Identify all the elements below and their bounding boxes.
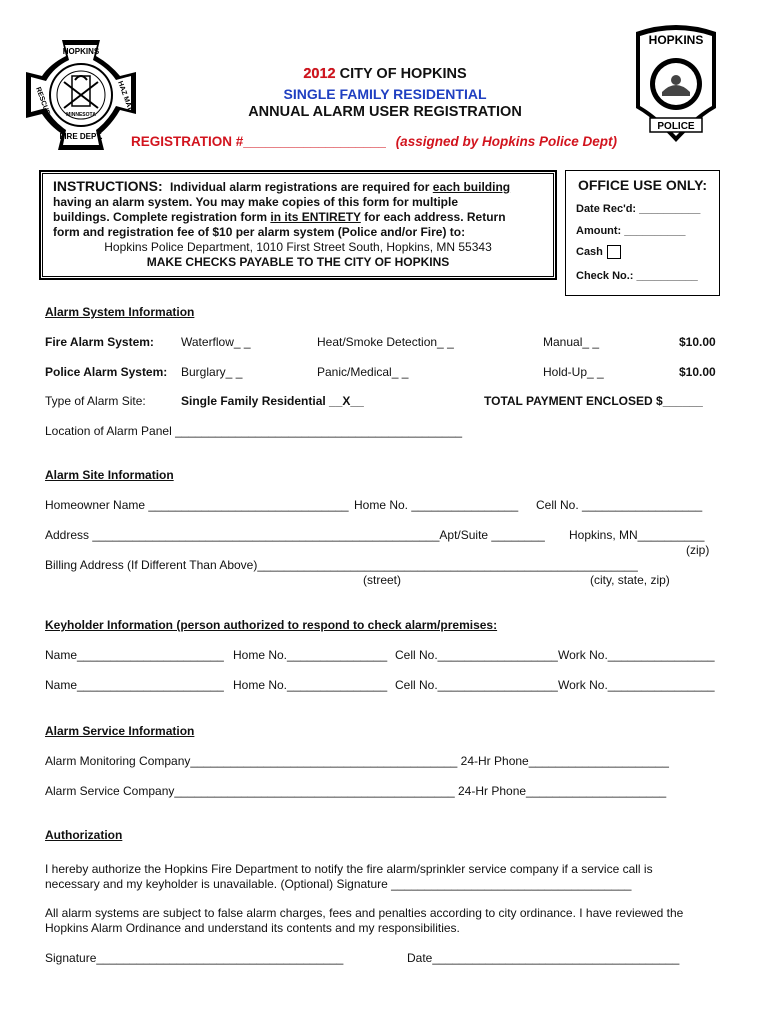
office-use-heading: OFFICE USE ONLY:: [577, 177, 708, 193]
address-field[interactable]: Address ____________________________________________________Apt/Suite ________: [45, 528, 545, 542]
form-title: ANNUAL ALARM USER REGISTRATION: [248, 104, 522, 120]
keyholder-2-cell-field[interactable]: Cell No.__________________: [395, 678, 558, 692]
manual-field[interactable]: Manual_ _: [543, 335, 600, 349]
police-logo-top-text: HOPKINS: [648, 33, 704, 47]
fire-logo-inner-text: MINNESOTA: [66, 112, 96, 118]
registration-number-field[interactable]: REGISTRATION #___________________: [131, 134, 386, 149]
amount-field[interactable]: Amount: __________: [576, 225, 686, 237]
instructions-line1: Individual alarm registrations are required for: [170, 180, 433, 194]
cell-number-field[interactable]: Cell No. __________________: [536, 498, 703, 512]
monitoring-company-field[interactable]: Alarm Monitoring Company________________________________________ 24-Hr Phone_____________________: [45, 754, 669, 768]
police-price: $10.00: [679, 365, 716, 379]
keyholder-heading: Keyholder Information (person authorized to respond to check alarm/premises:: [45, 618, 498, 632]
date-received-field[interactable]: Date Rec'd: __________: [576, 203, 701, 215]
form-subtitle: SINGLE FAMILY RESIDENTIAL: [283, 86, 487, 102]
alarm-system-heading: Alarm System Information: [45, 305, 195, 319]
police-badge-logo: [628, 22, 724, 144]
homeowner-name-field[interactable]: Homeowner Name ______________________________: [45, 498, 349, 512]
form-title-year-line: [0, 66, 770, 82]
form-city: CITY OF HOPKINS: [339, 66, 467, 82]
instructions-line1-emphasis: each building: [432, 180, 511, 194]
cash-checkbox[interactable]: [607, 245, 621, 259]
registration-note: (assigned by Hopkins Police Dept): [395, 134, 617, 149]
service-company-field[interactable]: Alarm Service Company__________________________________________ 24-Hr Phone_____________________: [45, 784, 667, 798]
instructions-line2: having an alarm system. You may make copies of this form for multiple: [53, 195, 459, 209]
street-caption: (street): [363, 573, 402, 587]
office-use-box: [565, 170, 720, 296]
keyholder-2-home-field[interactable]: Home No._______________: [233, 678, 388, 692]
zip-caption: (zip): [686, 543, 710, 557]
panic-medical-field[interactable]: Panic/Medical_ _: [317, 365, 409, 379]
alarm-service-heading: Alarm Service Information: [45, 724, 195, 738]
police-alarm-label: Police Alarm System:: [45, 365, 168, 379]
keyholder-1-cell-field[interactable]: Cell No.__________________: [395, 648, 558, 662]
registration-number-line: [131, 134, 617, 149]
panel-location-field[interactable]: Location of Alarm Panel ___________________________________________: [45, 424, 463, 438]
site-type-label: Type of Alarm Site:: [45, 394, 146, 408]
date-field[interactable]: Date_____________________________________: [407, 951, 680, 965]
home-number-field[interactable]: Home No. ________________: [354, 498, 519, 512]
fire-logo-left-text: RESCUE: [34, 86, 51, 117]
keyholder-1-work-field[interactable]: Work No.________________: [558, 648, 715, 662]
cash-checkbox-row: [576, 245, 621, 259]
police-logo-bottom-text: POLICE: [657, 121, 695, 132]
keyholder-1-home-field[interactable]: Home No._______________: [233, 648, 388, 662]
cash-label: Cash: [576, 245, 603, 258]
authorization-paragraph-2-line-1: All alarm systems are subject to false alarm charges, fees and penalties according to city ordinance. I have reviewed the: [45, 906, 684, 920]
billing-address-field[interactable]: Billing Address (If Different Than Above)_________________________________________________________: [45, 558, 638, 572]
alarm-site-heading: Alarm Site Information: [45, 468, 174, 482]
optional-signature-field[interactable]: necessary and my keyholder is unavailable. (Optional) Signature ____________________________________: [45, 877, 632, 891]
city-state-zip-caption: (city, state, zip): [590, 573, 670, 587]
keyholder-1-name-field[interactable]: Name______________________: [45, 648, 224, 662]
instructions-address: Hopkins Police Department, 1010 First Street South, Hopkins, MN 55343: [104, 240, 492, 254]
waterflow-field[interactable]: Waterflow_ _: [181, 335, 251, 349]
check-number-field[interactable]: Check No.: __________: [576, 270, 698, 282]
keyholder-2-work-field[interactable]: Work No.________________: [558, 678, 715, 692]
holdup-field[interactable]: Hold-Up_ _: [543, 365, 604, 379]
city-zip-field[interactable]: Hopkins, MN__________: [569, 528, 705, 542]
site-type-value[interactable]: Single Family Residential __X__: [181, 394, 364, 408]
form-year: 2012: [303, 66, 336, 82]
instructions-box: [39, 170, 557, 280]
instructions-line4: form and registration fee of $10 per alarm system (Police and/or Fire) to:: [53, 225, 466, 239]
fire-logo-right-text: HAZ MAT: [116, 80, 134, 112]
fire-price: $10.00: [679, 335, 716, 349]
fire-logo-bottom-text: FIRE DEPT.: [59, 132, 103, 141]
fire-logo-top-text: HOPKINS: [62, 47, 100, 56]
burglary-field[interactable]: Burglary_ _: [181, 365, 243, 379]
authorization-paragraph-1-line-1: I hereby authorize the Hopkins Fire Department to notify the fire alarm/sprinkler service company if a service call is: [45, 862, 653, 876]
authorization-paragraph-2-line-2: Hopkins Alarm Ordinance and understand its contents and my responsibilities.: [45, 921, 460, 935]
instructions-payable: MAKE CHECKS PAYABLE TO THE CITY OF HOPKINS: [146, 255, 450, 269]
heat-smoke-field[interactable]: Heat/Smoke Detection_ _: [317, 335, 454, 349]
fire-alarm-label: Fire Alarm System:: [45, 335, 154, 349]
authorization-heading: Authorization: [45, 828, 123, 842]
signature-field[interactable]: Signature_____________________________________: [45, 951, 344, 965]
instructions-heading: INSTRUCTIONS:: [53, 178, 163, 194]
instructions-line3: buildings. Complete registration form in its ENTIRETY for each address. Return: [53, 210, 506, 224]
keyholder-2-name-field[interactable]: Name______________________: [45, 678, 224, 692]
total-payment-field[interactable]: TOTAL PAYMENT ENCLOSED $______: [484, 394, 703, 408]
